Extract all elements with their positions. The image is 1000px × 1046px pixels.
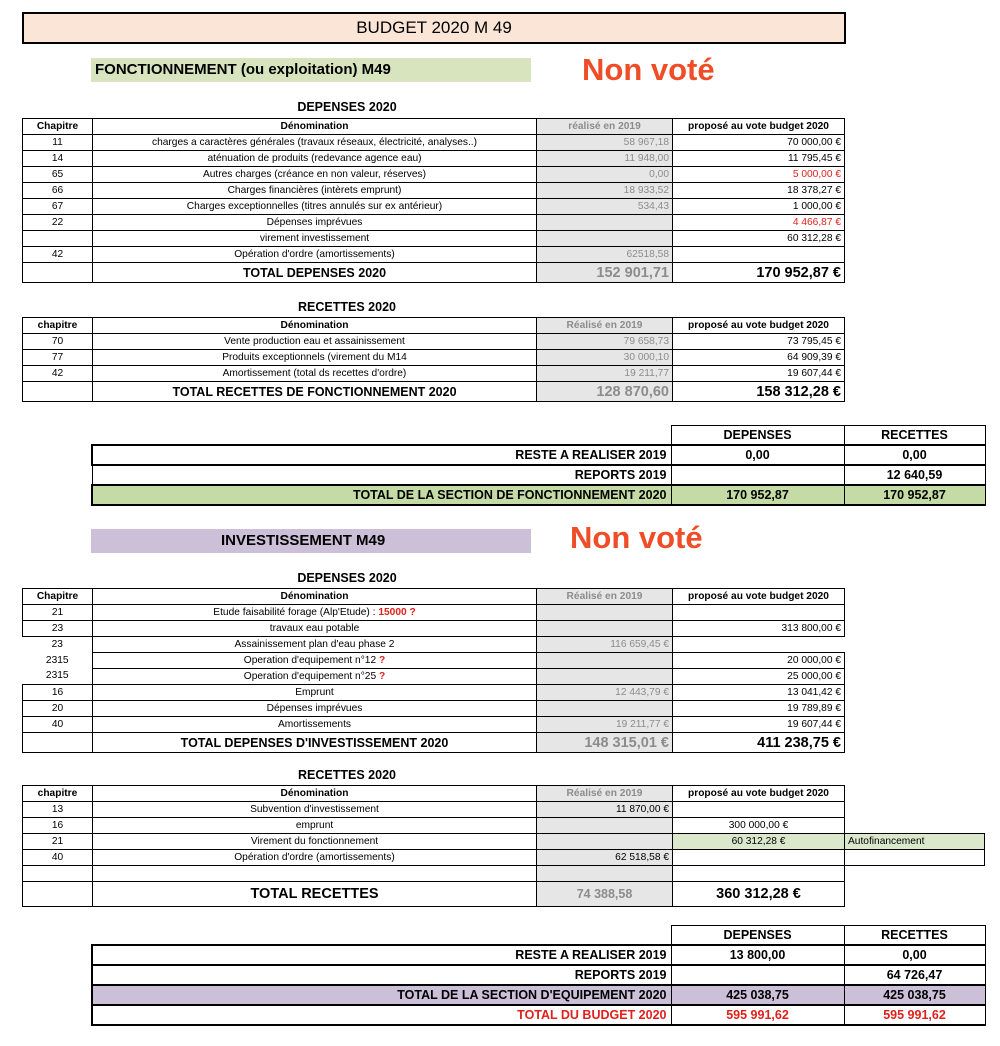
table-row	[23, 199, 845, 215]
total-realise: 148 315,01 €	[537, 733, 673, 753]
col-recettes: RECETTES	[844, 926, 985, 946]
summary-label: RESTE A REALISER 2019	[92, 945, 671, 965]
chapitre-cell: 40	[23, 850, 93, 866]
col-realise: Réalisé en 2019	[537, 318, 673, 334]
col-propose: proposé au vote budget 2020	[673, 786, 845, 802]
fonctionnement-status: Non voté	[582, 52, 715, 87]
propose-cell: 73 795,45 €	[673, 334, 845, 350]
denomination-cell	[93, 605, 537, 621]
realise-cell	[537, 669, 673, 685]
investissement-section-bar: INVESTISSEMENT M49	[91, 529, 531, 553]
chapitre-cell: 23	[23, 637, 93, 653]
total-propose: 411 238,75 €	[673, 733, 845, 753]
summary-depenses: 13 800,00	[671, 945, 844, 965]
total-realise: 128 870,60	[537, 382, 673, 402]
denomination-text: Operation d'equipement n°12	[243, 654, 377, 666]
table-row	[23, 834, 985, 850]
denomination-cell: charges a caractères générales (travaux réseaux, électricité, analyses..)	[93, 135, 537, 151]
summary-total-row	[92, 985, 985, 1005]
denomination-cell: Subvention d'investissement	[93, 802, 537, 818]
col-recettes: RECETTES	[844, 426, 985, 446]
realise-cell: 18 933,52	[537, 183, 673, 199]
total-row	[23, 382, 845, 402]
total-row	[23, 263, 845, 283]
fonct-recettes-table	[22, 317, 845, 402]
summary-row	[92, 445, 985, 465]
realise-cell: 58 967,18	[537, 135, 673, 151]
summary-label: RESTE A REALISER 2019	[92, 445, 671, 465]
propose-cell: 13 041,42 €	[673, 685, 845, 701]
invest-depenses-caption: DEPENSES 2020	[297, 571, 397, 585]
denomination-cell: Opération d'ordre (amortissements)	[93, 850, 537, 866]
summary-row	[92, 465, 985, 485]
realise-cell	[537, 818, 673, 834]
propose-cell: 5 000,00 €	[673, 167, 845, 183]
col-realise: Réalisé en 2019	[537, 786, 673, 802]
chapitre-cell: 65	[23, 167, 93, 183]
col-propose: proposé au vote budget 2020	[673, 589, 845, 605]
propose-cell: 64 909,39 €	[673, 350, 845, 366]
propose-cell: 60 312,28 €	[673, 231, 845, 247]
investissement-status: Non voté	[570, 520, 703, 555]
total-realise: 74 388,58	[537, 882, 673, 907]
invest-recettes-caption: RECETTES 2020	[298, 768, 396, 782]
chapitre-cell: 66	[23, 183, 93, 199]
total-label: TOTAL DEPENSES D'INVESTISSEMENT 2020	[93, 733, 537, 753]
summary-depenses: 170 952,87	[671, 485, 844, 505]
col-depenses: DEPENSES	[671, 926, 844, 946]
propose-cell	[673, 605, 845, 621]
denomination-cell: Amortissements	[93, 717, 537, 733]
denomination-cell: Charges exceptionnelles (titres annulés sur ex antérieur)	[93, 199, 537, 215]
table-row	[23, 818, 985, 834]
col-chapitre: chapitre	[23, 786, 93, 802]
realise-cell: 12 443,79 €	[537, 685, 673, 701]
table-row	[23, 605, 845, 621]
summary-depenses	[671, 965, 844, 985]
chapitre-cell: 11	[23, 135, 93, 151]
invest-depenses-table	[22, 588, 845, 753]
table-row	[23, 350, 845, 366]
table-row	[23, 637, 845, 653]
total-label: TOTAL RECETTES	[93, 882, 537, 907]
realise-cell: 62518,58	[537, 247, 673, 263]
autofinancement-label: Autofinancement	[845, 834, 985, 850]
table-row	[23, 621, 845, 637]
col-chapitre: Chapitre	[23, 589, 93, 605]
denomination-text: Etude faisabilité forage (Alp'Etude) :	[213, 606, 379, 618]
chapitre-cell: 42	[23, 247, 93, 263]
chapitre-cell: 21	[23, 605, 93, 621]
summary-depenses: 0,00	[671, 445, 844, 465]
denomination-text: Operation d'equipement n°25	[243, 670, 377, 682]
propose-cell: 4 466,87 €	[673, 215, 845, 231]
denomination-cell: virement investissement	[93, 231, 537, 247]
chapitre-cell	[23, 231, 93, 247]
table-row	[23, 653, 845, 669]
table-row	[23, 167, 845, 183]
denomination-cell: Charges financières (intèrets emprunt)	[93, 183, 537, 199]
col-chapitre: Chapitre	[23, 119, 93, 135]
propose-cell: 18 378,27 €	[673, 183, 845, 199]
summary-recettes: 0,00	[844, 445, 985, 465]
fonct-recettes-caption: RECETTES 2020	[298, 300, 396, 314]
denomination-cell: Dépenses imprévues	[93, 215, 537, 231]
denomination-cell: Emprunt	[93, 685, 537, 701]
denomination-cell	[93, 669, 537, 685]
fonct-depenses-caption: DEPENSES 2020	[297, 100, 397, 114]
propose-cell: 300 000,00 €	[673, 818, 845, 834]
chapitre-cell: 22	[23, 215, 93, 231]
propose-cell: 60 312,28 €	[673, 834, 845, 850]
chapitre-cell: 67	[23, 199, 93, 215]
denomination-cell: Assainissement plan d'eau phase 2	[93, 637, 537, 653]
summary-recettes: 12 640,59	[844, 465, 985, 485]
summary-recettes: 170 952,87	[844, 485, 985, 505]
propose-cell	[673, 850, 845, 866]
propose-cell: 11 795,45 €	[673, 151, 845, 167]
realise-cell: 0,00	[537, 167, 673, 183]
propose-cell: 25 000,00 €	[673, 669, 845, 685]
realise-cell: 11 870,00 €	[537, 802, 673, 818]
total-label: TOTAL DEPENSES 2020	[93, 263, 537, 283]
chapitre-cell: 16	[23, 685, 93, 701]
propose-cell: 19 607,44 €	[673, 366, 845, 382]
realise-cell	[537, 215, 673, 231]
table-row	[23, 669, 845, 685]
table-row	[23, 802, 985, 818]
denomination-cell: Autres charges (créance en non valeur, réserves)	[93, 167, 537, 183]
realise-cell	[537, 621, 673, 637]
realise-cell	[537, 653, 673, 669]
chapitre-cell: 40	[23, 717, 93, 733]
denomination-cell	[93, 653, 537, 669]
propose-cell	[673, 247, 845, 263]
table-row	[23, 247, 845, 263]
summary-label: TOTAL DE LA SECTION D'EQUIPEMENT 2020	[92, 985, 671, 1005]
invest-summary-table	[91, 925, 986, 1026]
denomination-cell: Dépenses imprévues	[93, 701, 537, 717]
propose-cell: 20 000,00 €	[673, 653, 845, 669]
realise-cell: 62 518,58 €	[537, 850, 673, 866]
realise-cell	[537, 834, 673, 850]
summary-depenses: 595 991,62	[671, 1005, 844, 1025]
summary-label: REPORTS 2019	[92, 465, 671, 485]
realise-cell	[537, 231, 673, 247]
table-row	[23, 717, 845, 733]
total-propose: 170 952,87 €	[673, 263, 845, 283]
table-row	[23, 366, 845, 382]
realise-cell: 79 658,73	[537, 334, 673, 350]
question-mark: ?	[378, 654, 386, 666]
denomination-cell: Amortissement (total ds recettes d'ordre)	[93, 366, 537, 382]
propose-cell	[673, 802, 845, 818]
denomination-cell: aténuation de produits (redevance agence eau)	[93, 151, 537, 167]
table-row	[23, 685, 845, 701]
table-row	[23, 135, 845, 151]
table-row	[23, 701, 845, 717]
table-row-empty	[23, 866, 985, 882]
realise-cell: 116 659,45 €	[537, 637, 673, 653]
realise-cell: 11 948,00	[537, 151, 673, 167]
realise-cell: 19 211,77 €	[537, 717, 673, 733]
summary-recettes: 425 038,75	[844, 985, 985, 1005]
col-denomination: Dénomination	[93, 786, 537, 802]
col-depenses: DEPENSES	[671, 426, 844, 446]
summary-row	[92, 965, 985, 985]
realise-cell: 19 211,77	[537, 366, 673, 382]
total-row	[23, 882, 985, 907]
table-row	[23, 334, 845, 350]
denomination-cell: Vente production eau et assainissement	[93, 334, 537, 350]
table-row	[23, 215, 845, 231]
chapitre-cell: 70	[23, 334, 93, 350]
propose-cell	[673, 637, 845, 653]
chapitre-cell: 14	[23, 151, 93, 167]
summary-label: REPORTS 2019	[92, 965, 671, 985]
col-realise: Réalisé en 2019	[537, 589, 673, 605]
propose-cell: 19 607,44 €	[673, 717, 845, 733]
summary-recettes: 64 726,47	[844, 965, 985, 985]
total-label: TOTAL RECETTES DE FONCTIONNEMENT 2020	[93, 382, 537, 402]
denomination-cell: Produits exceptionnels (virement du M14	[93, 350, 537, 366]
realise-cell	[537, 605, 673, 621]
realise-cell: 534,43	[537, 199, 673, 215]
denomination-cell: travaux eau potable	[93, 621, 537, 637]
propose-cell: 70 000,00 €	[673, 135, 845, 151]
invest-recettes-table	[22, 785, 985, 907]
denomination-cell: Opération d'ordre (amortissements)	[93, 247, 537, 263]
page-title: BUDGET 2020 M 49	[22, 12, 846, 44]
summary-depenses	[671, 465, 844, 485]
col-propose: proposé au vote budget 2020	[673, 119, 845, 135]
col-denomination: Dénomination	[93, 119, 537, 135]
chapitre-cell: 42	[23, 366, 93, 382]
chapitre-cell: 13	[23, 802, 93, 818]
denomination-cell: emprunt	[93, 818, 537, 834]
summary-label: TOTAL DE LA SECTION DE FONCTIONNEMENT 2020	[92, 485, 671, 505]
fonct-summary-table	[91, 425, 986, 506]
chapitre-cell: 21	[23, 834, 93, 850]
chapitre-cell: 77	[23, 350, 93, 366]
budget-total-row	[92, 1005, 985, 1025]
col-propose: proposé au vote budget 2020	[673, 318, 845, 334]
chapitre-cell: 16	[23, 818, 93, 834]
table-row	[23, 183, 845, 199]
realise-cell	[537, 701, 673, 717]
realise-cell: 30 000,10	[537, 350, 673, 366]
propose-cell: 19 789,89 €	[673, 701, 845, 717]
propose-cell: 1 000,00 €	[673, 199, 845, 215]
table-row	[23, 850, 985, 866]
total-propose: 360 312,28 €	[673, 882, 845, 907]
col-denomination: Dénomination	[93, 318, 537, 334]
summary-label: TOTAL DU BUDGET 2020	[92, 1005, 671, 1025]
question-mark: ?	[378, 670, 386, 682]
total-propose: 158 312,28 €	[673, 382, 845, 402]
col-chapitre: chapitre	[23, 318, 93, 334]
total-row	[23, 733, 845, 753]
summary-recettes: 0,00	[844, 945, 985, 965]
summary-total-row	[92, 485, 985, 505]
propose-cell: 313 800,00 €	[673, 621, 845, 637]
total-realise: 152 901,71	[537, 263, 673, 283]
table-row	[23, 151, 845, 167]
chapitre-cell: 2315	[23, 669, 93, 685]
chapitre-cell: 2315	[23, 653, 93, 669]
chapitre-cell: 23	[23, 621, 93, 637]
summary-row	[92, 945, 985, 965]
summary-recettes: 595 991,62	[844, 1005, 985, 1025]
note-15000: 15000 ?	[378, 606, 416, 618]
summary-depenses: 425 038,75	[671, 985, 844, 1005]
table-row	[23, 231, 845, 247]
chapitre-cell: 20	[23, 701, 93, 717]
denomination-cell: Virement du fonctionnement	[93, 834, 537, 850]
fonctionnement-section-bar: FONCTIONNEMENT (ou exploitation) M49	[91, 58, 531, 82]
fonct-depenses-table	[22, 118, 845, 283]
col-realise: réalisé en 2019	[537, 119, 673, 135]
col-denomination: Dénomination	[93, 589, 537, 605]
